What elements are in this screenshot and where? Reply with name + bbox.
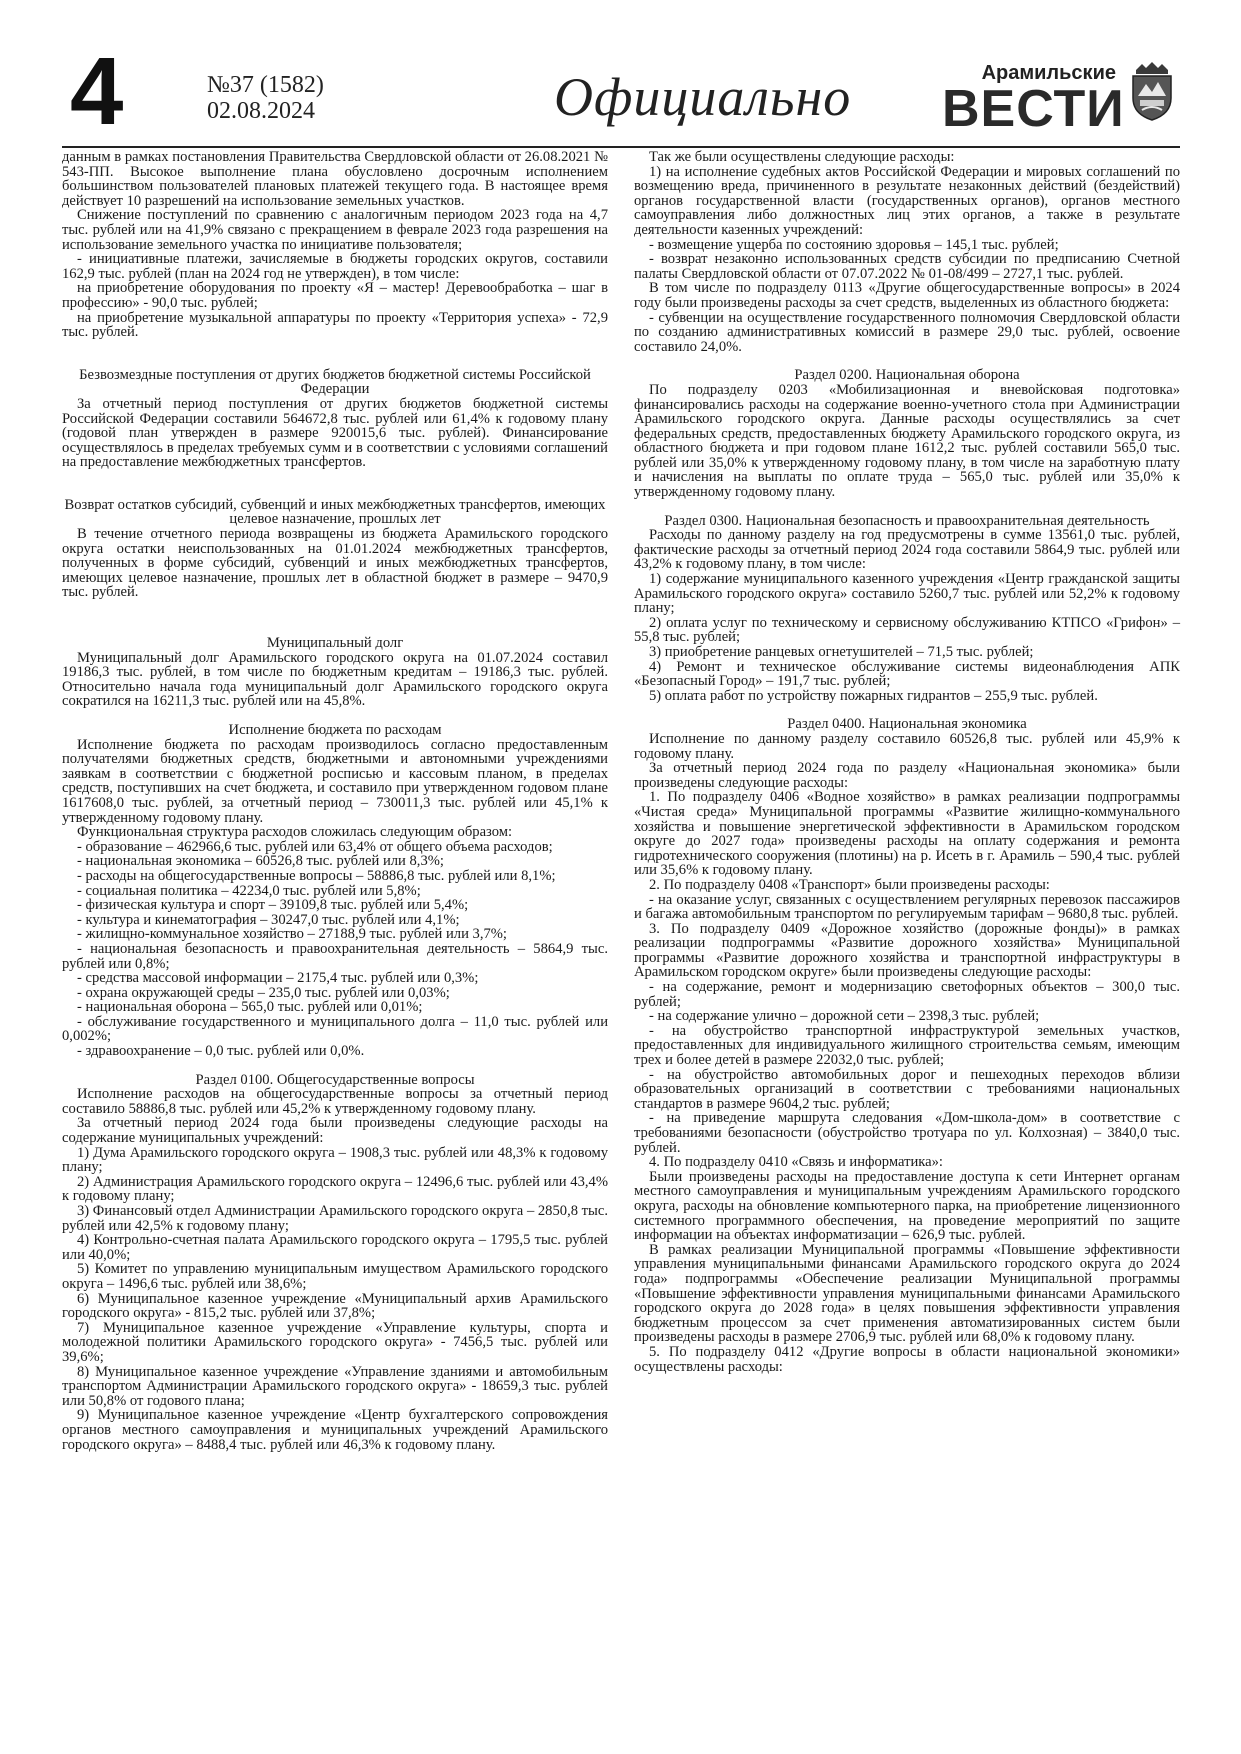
list-item: 4) Ремонт и техническое обслуживание системы видеонаблюдения АПК «Безопасный Город» – 191,7 тыс. рублей; <box>634 658 1180 690</box>
section-heading: Раздел 0200. Национальная оборона <box>794 367 1020 384</box>
paragraph: 4. По подразделу 0410 «Связь и информатика»: <box>649 1154 943 1171</box>
list-item: 5) Комитет по управлению муниципальным имуществом Арамильского городского округа – 1496,6 тыс. рублей или 38,6%; <box>62 1261 608 1292</box>
list-item: - на обустройство автомобильных дорог и пешеходных переходов вблизи образовательных организаций в соответствии с требованиями национальных стандартов в размере 9604,2 тыс. рублей; <box>634 1066 1180 1112</box>
section-heading: Муниципальный долг <box>266 635 404 652</box>
list-item: 2) Администрация Арамильского городского округа – 12496,6 тыс. рублей или 43,4% к годовому плану; <box>62 1173 608 1205</box>
section-heading: Раздел 0100. Общегосударственные вопросы <box>195 1071 475 1088</box>
issue-info <box>207 72 324 124</box>
list-item: - физическая культура и спорт – 39109,8 тыс. рублей или 5,4%; <box>77 897 469 914</box>
paragraph: За отчетный период 2024 года по разделу «Национальная экономика» были произведены следующие расходы: <box>634 760 1180 791</box>
paragraph: Муниципальный долг Арамильского городского округа на 01.07.2024 составил 19186,3 тыс. рублей, в том числе по бюджетным кредитам – 19186,3 тыс. рублей. Относительно начала года муниципальный долг Арамильского городского округа сократился на 16211,3 тыс. рублей или на 45,8%. <box>62 649 608 710</box>
paragraph: на приобретение музыкальной аппаратуры по проекту «Территория успеха» - 72,9 тыс. рублей. <box>62 309 608 341</box>
list-item: - обслуживание государственного и муниципального долга – 11,0 тыс. рублей или 0,002%; <box>62 1013 608 1045</box>
paragraph: 2. По подразделу 0408 «Транспорт» были произведены расходы: <box>649 876 1050 893</box>
list-item: 4) Контрольно-счетная палата Арамильского городского округа – 1795,5 тыс. рублей или 40,0%; <box>62 1232 608 1263</box>
paragraph: 3. По подразделу 0409 «Дорожное хозяйство (дорожные фонды)» в рамках реализации подпрограммы «Развитие дорожного хозяйства» Муниципальной программы «Развитие дорожного хозяйства и транспортной инфраструктуры в Арамильском городском округе» были произведены следующие расходы: <box>634 920 1180 981</box>
masthead-logo <box>942 62 1125 138</box>
paragraph: Исполнение по данному разделу составило 60526,8 тыс. рублей или 45,9% к годовому плану. <box>634 730 1180 762</box>
list-item: - расходы на общегосударственные вопросы – 58886,8 тыс. рублей или 8,1%; <box>77 867 556 884</box>
page-header <box>62 38 1180 146</box>
paragraph: За отчетный период поступления от других бюджетов бюджетной системы Российской Федерации составили 564672,8 тыс. рублей или 61,4% к годовому плану (годовой план утвержден в размере 920015,6 тыс. рублей). Финансирование осуществлялось в пределах требуемых сумм и в соответствии с условиями соглашений на предоставление межбюджетных трансфертов. <box>62 395 608 471</box>
list-item: - национальная оборона – 565,0 тыс. рублей или 0,01%; <box>77 999 423 1016</box>
paragraph: В том числе по подразделу 0113 «Другие общегосударственные вопросы» в 2024 году были произведены расходы за счет средств, выделенных из областного бюджета: <box>634 280 1180 311</box>
list-item: 8) Муниципальное казенное учреждение «Управление зданиями и автомобильным транспортом Администрации Арамильского городского округа» - 18659,3 тыс. рублей или 50,8% от годового плана; <box>62 1363 608 1409</box>
list-item: 7) Муниципальное казенное учреждение «Управление культуры, спорта и молодежной политики Арамильского городского округа» - 7456,5 тыс. рублей или 39,6%; <box>62 1319 608 1365</box>
section-heading: Исполнение бюджета по расходам <box>228 722 442 738</box>
paragraph: Были произведены расходы на предоставление доступа к сети Интернет органам местного самоуправления и муниципальным учреждениям Арамильского городского округа, расходы на обновление компьютерного парка, на приобретение лицензионного системного программного обеспечения, на проведение мероприятий по защите информации на объектах информатизации – 626,9 тыс. рублей. <box>634 1168 1180 1244</box>
list-item: - на обустройство транспортной инфраструктурой земельных участков, предоставленных для индивидуального жилищного строительства семьям, имеющим трех и более детей в размере 22032,0 тыс. рублей; <box>634 1022 1180 1069</box>
list-item: - на приведение маршрута следования «Дом-школа-дом» в соответствие с требованиями безопасности (обустройство тротуара по ул. Колхозная) – 3840,0 тыс. рублей. <box>634 1110 1180 1156</box>
masthead-main-word: ВЕСТИ <box>942 80 1125 138</box>
list-item: 1) Дума Арамильского городского округа – 1908,3 тыс. рублей или 48,3% к годовому плану; <box>62 1144 608 1176</box>
paragraph: данным в рамках постановления Правительства Свердловской области от 26.08.2021 № 543-ПП. Высокое выполнение плана обусловлено досрочным исполнением большинством пользователей плановых платежей текущего года. В настоящее время действует 10 разрешений на использование земельных участков. <box>62 149 608 209</box>
paragraph: В течение отчетного периода возвращены из бюджета Арамильского городского округа остатки неиспользованных на 01.01.2024 межбюджетных трансфертов, полученных в форме субсидий, субвенций и иных межбюджетных трансфертов, имеющих целевое назначение, прошлых лет в областной бюджет в размере – 9470,9 тыс. рублей. <box>62 526 608 601</box>
issue-number: №37 (1582) <box>207 72 324 98</box>
paragraph: Исполнение расходов на общегосударственные вопросы за отчетный период составило 58886,8 тыс. рублей или 45,2% к утвержденному годовому плану. <box>62 1086 608 1117</box>
paragraph: 1) на исполнение судебных актов Российской Федерации и мировых соглашений по возмещению вреда, причиненного в результате незаконных действий (бездействий) органов государственной власти (государственных органов), органов местного самоуправления либо должностных лиц этих органов, а также в результате деятельности казенных учреждений: <box>634 163 1180 238</box>
paragraph: В рамках реализации Муниципальной программы «Повышение эффективности управления муниципальными финансами Арамильского городского округа до 2024 года» подпрограммы «Обеспечение реализации Муниципальной программы «Повышение эффективности управления муниципальными финансами Арамильского городского округа до 2028 года» в целях повышения эффективности управления бюджетным процессом за счет применения автоматизированных систем были произведены расходы в размере 2706,9 тыс. рублей или 68,0% к годовому плану. <box>634 1241 1180 1346</box>
paragraph: По подразделу 0203 «Мобилизационная и вневойсковая подготовка» финансировались расходы на содержание военно-учетного стола при Администрации Арамильского городского округа. Данные расходы осуществлялись за счет федеральных средств, предоставленных бюджету Арамильского городского округа, из областного бюджета и при годовом плане 1612,2 тыс. рублей составили 565,0 тыс. рублей или 35,0% к утвержденному годовому плану, в том числе на заработную плату и начисления на выплаты по оплате труда – 565,0 тыс. рублей или 35,0% к утвержденному годовому плану. <box>634 381 1180 501</box>
paragraph: Снижение поступлений по сравнению с аналогичным периодом 2023 года на 4,7 тыс. рублей или на 41,9% связано с прекращением в феврале 2023 года разрешения на использование земельного участка по инициативе пользователя; <box>62 207 608 253</box>
list-item: - на содержание, ремонт и модернизацию светофорных объектов – 300,0 тыс. рублей; <box>634 979 1180 1010</box>
paragraph: Исполнение бюджета по расходам производилось согласно предоставленным получателями бюджетных средств, бюджетными и автономными учреждениями заявкам в соответствии с бюджетной росписью и кассовым планом, в пределах средств, поступивших на счет бюджета, и составило при утвержденном годовом плане 1617608,0 тыс. рублей, за отчетный период – 730011,3 тыс. рублей или 45,1% к утвержденному годовому плану. <box>62 736 608 826</box>
section-heading: Безвозмездные поступления от других бюджетов бюджетной системы Российской Федерации <box>79 366 591 398</box>
list-item: 2) оплата услуг по техническому и сервисному обслуживанию КТПСО «Грифон» – 55,8 тыс. рублей; <box>634 614 1180 646</box>
list-item: 1) содержание муниципального казенного учреждения «Центр гражданской защиты Арамильского городского округа» составило 5260,7 тыс. рублей или 52,2% к годовому плану; <box>634 571 1180 617</box>
list-item: 6) Муниципальное казенное учреждение «Муниципальный архив Арамильского городского округа» - 815,2 тыс. рублей или 37,8%; <box>62 1290 608 1322</box>
list-item: - на содержание улично – дорожной сети – 2398,3 тыс. рублей; <box>649 1008 1040 1025</box>
paragraph: на приобретение оборудования по проекту «Я – мастер! Деревообработка – шаг в профессию» - 90,0 тыс. рублей; <box>62 280 608 311</box>
section-heading: Раздел 0400. Национальная экономика <box>787 716 1027 733</box>
paragraph: Функциональная структура расходов сложилась следующим образом: <box>77 824 513 841</box>
list-item: - возмещение ущерба по состоянию здоровья – 145,1 тыс. рублей; <box>649 236 1059 253</box>
header-divider <box>62 146 1180 148</box>
list-item: - на оказание услуг, связанных с осуществлением регулярных перевозок пассажиров и багажа автомобильным транспортом по регулируемым тарифам – 9680,8 тыс. рублей. <box>634 891 1180 923</box>
right-column <box>634 150 1180 1374</box>
list-item: - охрана окружающей среды – 235,0 тыс. рублей или 0,03%; <box>77 984 450 1001</box>
page-number: 4 <box>70 38 124 145</box>
list-item: - культура и кинематография – 30247,0 тыс. рублей или 4,1%; <box>77 911 460 928</box>
paragraph: - инициативные платежи, зачисляемые в бюджеты городских округов, составили 162,9 тыс. рублей (план на 2024 год не утвержден), в том числе: <box>62 251 608 282</box>
list-item: 5) оплата работ по устройству пожарных гидрантов – 255,9 тыс. рублей. <box>649 687 1098 704</box>
list-item: 9) Муниципальное казенное учреждение «Центр бухгалтерского сопровождения органов местного самоуправления и муниципальных учреждений Арамильского городского округа» – 8488,4 тыс. рублей или 46,3% к годовому плану. <box>62 1407 608 1453</box>
section-heading: Возврат остатков субсидий, субвенций и иных межбюджетных трансфертов, имеющих целевое назначение, прошлых лет <box>64 496 606 528</box>
list-item: - субвенции на осуществление государственного полномочия Свердловской области по созданию административных комиссий в размере 29,0 тыс. рублей, освоение составило 24,0%. <box>634 309 1180 355</box>
issue-date: 02.08.2024 <box>207 98 315 124</box>
paragraph: 1. По подразделу 0406 «Водное хозяйство» в рамках реализации подпрограммы «Чистая среда» Муниципальной программы «Развитие жилищно-коммунального хозяйства и повышение энергетической эффективности в Арамильском городском округе до 2027 года» произведены расходы на оплату содержания и ремонта гидротехнического сооружения (плотины) на р. Исеть в г. Арамиль – 590,4 тыс. рублей или 35,6% к годовому плану. <box>634 789 1180 879</box>
list-item: - национальная безопасность и правоохранительная деятельность – 5864,9 тыс. рублей или 0,8%; <box>62 940 608 972</box>
list-item: - средства массовой информации – 2175,4 тыс. рублей или 0,3%; <box>77 970 479 987</box>
list-item: 3) приобретение ранцевых огнетушителей – 71,5 тыс. рублей; <box>649 644 1034 660</box>
list-item: - национальная экономика – 60526,8 тыс. рублей или 8,3%; <box>77 853 444 870</box>
list-item: - возврат незаконно использованных средств субсидии по предписанию Счетной палаты Свердловской области от 07.07.2022 № 01-08/499 – 2727,1 тыс. рублей. <box>634 251 1180 282</box>
coat-of-arms-icon <box>1128 60 1176 122</box>
paragraph: Расходы по данному разделу на год предусмотрены в сумме 13561,0 тыс. рублей, фактические расходы за отчетный период 2024 года составили 5864,9 тыс. рублей или 43,2% к годовому плану, в том числе: <box>634 527 1180 573</box>
list-item: - жилищно-коммунальное хозяйство – 27188,9 тыс. рублей или 3,7%; <box>77 926 507 943</box>
section-title: Официально <box>554 67 852 127</box>
paragraph: 5. По подразделу 0412 «Другие вопросы в области национальной экономики» осуществлены расходы: <box>634 1343 1180 1375</box>
masthead-top-word: Арамильские <box>981 62 1116 84</box>
list-item: 3) Финансовый отдел Администрации Арамильского городского округа – 2850,8 тыс. рублей или 42,5% к годовому плану; <box>62 1203 608 1234</box>
section-heading: Раздел 0300. Национальная безопасность и правоохранительная деятельность <box>664 512 1150 529</box>
list-item: - образование – 462966,6 тыс. рублей или 63,4% от общего объема расходов; <box>77 838 553 855</box>
paragraph: За отчетный период 2024 года были произведены следующие расходы на содержание муниципальных учреждений: <box>62 1115 608 1147</box>
list-item: - социальная политика – 42234,0 тыс. рублей или 5,8%; <box>77 882 421 899</box>
left-column <box>62 150 608 1452</box>
paragraph: Так же были осуществлены следующие расходы: <box>649 149 955 165</box>
list-item: - здравоохранение – 0,0 тыс. рублей или 0,0%. <box>77 1043 365 1060</box>
